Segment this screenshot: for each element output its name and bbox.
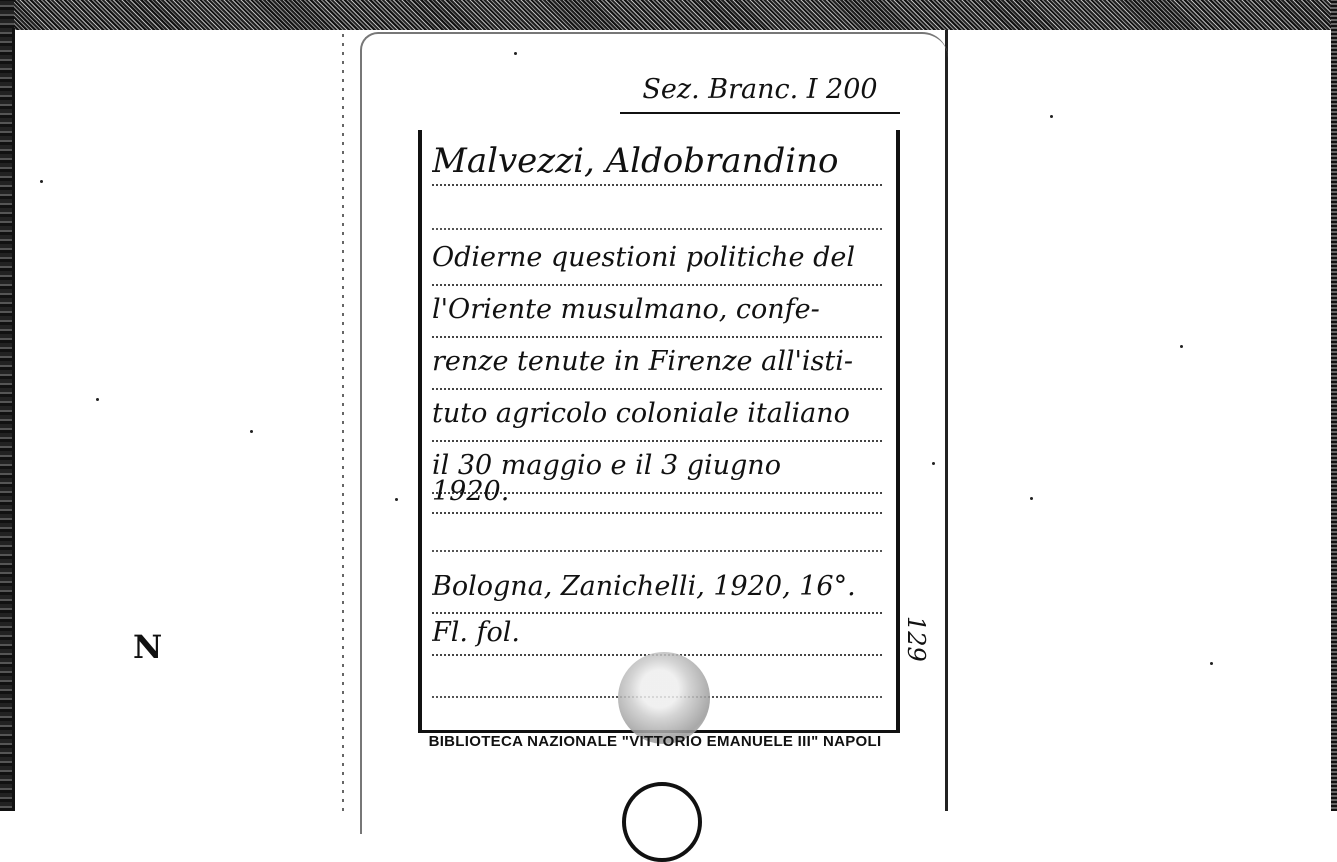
scan-right-border (1331, 0, 1337, 811)
speck (932, 462, 935, 465)
speck (1210, 662, 1213, 665)
title-line: il 30 maggio e il 3 giugno (432, 440, 882, 494)
side-number: 129 (902, 616, 930, 662)
imprint-line: Bologna, Zanichelli, 1920, 16°. (432, 562, 882, 614)
title-line: renze tenute in Firenze all'isti- (432, 336, 882, 390)
title-line: Odierne questioni politiche del (432, 232, 882, 286)
speck (96, 398, 99, 401)
stamp-circle (622, 782, 702, 862)
ruled-line (432, 226, 882, 230)
title-line: tuto agricolo coloniale italiano (432, 388, 882, 442)
speck (1030, 497, 1033, 500)
speck (40, 180, 43, 183)
speck (1050, 115, 1053, 118)
speck (250, 430, 253, 433)
scan-left-edge (12, 28, 15, 811)
library-footer: BIBLIOTECA NAZIONALE "VITTORIO EMANUELE III" NAPOLI (428, 733, 882, 750)
scan-top-border (0, 0, 1337, 30)
speck (1180, 345, 1183, 348)
speck (514, 52, 517, 55)
fold-line-left (342, 30, 344, 811)
speck (395, 498, 398, 501)
author-heading: Malvezzi, Aldobrandino (432, 138, 882, 186)
title-line: 1920. (432, 472, 882, 514)
title-line: l'Oriente musulmano, confe- (432, 284, 882, 338)
ruled-line (432, 548, 882, 552)
library-stamp-image (618, 652, 710, 744)
margin-letter: N (133, 628, 163, 666)
shelfmark: Sez. Branc. I 200 (620, 72, 900, 114)
imprint-line: Fl. fol. (432, 612, 882, 656)
